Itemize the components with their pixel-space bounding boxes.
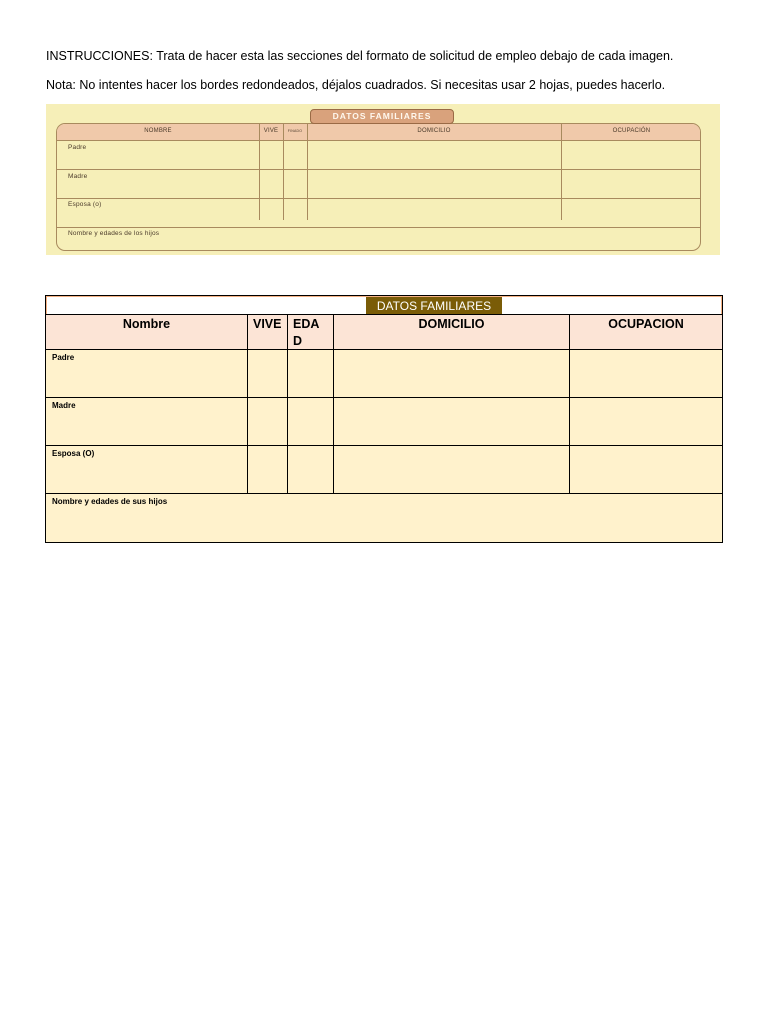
reference-row-padre: Padre [68, 144, 87, 151]
reference-row-hijos: Nombre y edades de los hijos [68, 230, 160, 237]
row-madre-vive[interactable] [248, 398, 288, 446]
reference-divider [259, 124, 260, 220]
row-madre-edad[interactable] [288, 398, 334, 446]
row-esposa-domicilio[interactable] [334, 446, 570, 494]
row-esposa-vive[interactable] [248, 446, 288, 494]
row-padre-nombre[interactable]: Padre [46, 350, 248, 398]
row-esposa-nombre[interactable]: Esposa (O) [46, 446, 248, 494]
reference-form-image [46, 104, 720, 255]
reference-divider [307, 124, 308, 220]
reference-divider [561, 124, 562, 220]
reference-divider [57, 227, 700, 228]
reference-divider [57, 198, 700, 199]
header-nombre: Nombre [46, 314, 248, 350]
row-madre-domicilio[interactable] [334, 398, 570, 446]
table-title: DATOS FAMILIARES [366, 297, 502, 315]
reference-header-domicilio: DOMICILIO [417, 128, 451, 134]
reference-header-nombre: NOMBRE [144, 128, 172, 134]
family-data-table [45, 295, 723, 543]
row-hijos[interactable]: Nombre y edades de sus hijos [46, 494, 722, 542]
row-padre-ocupacion[interactable] [570, 350, 722, 398]
reference-header-finado: FINADO [287, 129, 303, 133]
row-esposa-edad[interactable] [288, 446, 334, 494]
reference-divider [283, 124, 284, 220]
header-vive: VIVE [248, 314, 288, 350]
header-edad: EDAD [288, 314, 334, 350]
note-text: Nota: No intentes hacer los bordes redondeados, déjalos cuadrados. Si necesitas usar 2 hojas, puedes hacerlo. [46, 78, 666, 92]
reference-row-madre: Madre [68, 173, 88, 180]
row-padre-edad[interactable] [288, 350, 334, 398]
reference-form-frame [56, 123, 701, 251]
reference-row-esposa: Esposa (o) [68, 201, 102, 208]
header-ocupacion: OCUPACION [570, 314, 722, 350]
row-madre-nombre[interactable]: Madre [46, 398, 248, 446]
reference-header-vive: VIVE [263, 128, 279, 134]
row-padre-vive[interactable] [248, 350, 288, 398]
reference-title-badge: DATOS FAMILIARES [310, 109, 454, 124]
header-domicilio: DOMICILIO [334, 314, 570, 350]
row-madre-ocupacion[interactable] [570, 398, 722, 446]
instructions-text: INSTRUCCIONES: Trata de hacer esta las secciones del formato de solicitud de empleo debajo de cada imagen. [46, 49, 674, 63]
row-padre-domicilio[interactable] [334, 350, 570, 398]
row-esposa-ocupacion[interactable] [570, 446, 722, 494]
reference-divider [57, 169, 700, 170]
reference-header-ocupacion: OCUPACIÓN [612, 128, 651, 134]
